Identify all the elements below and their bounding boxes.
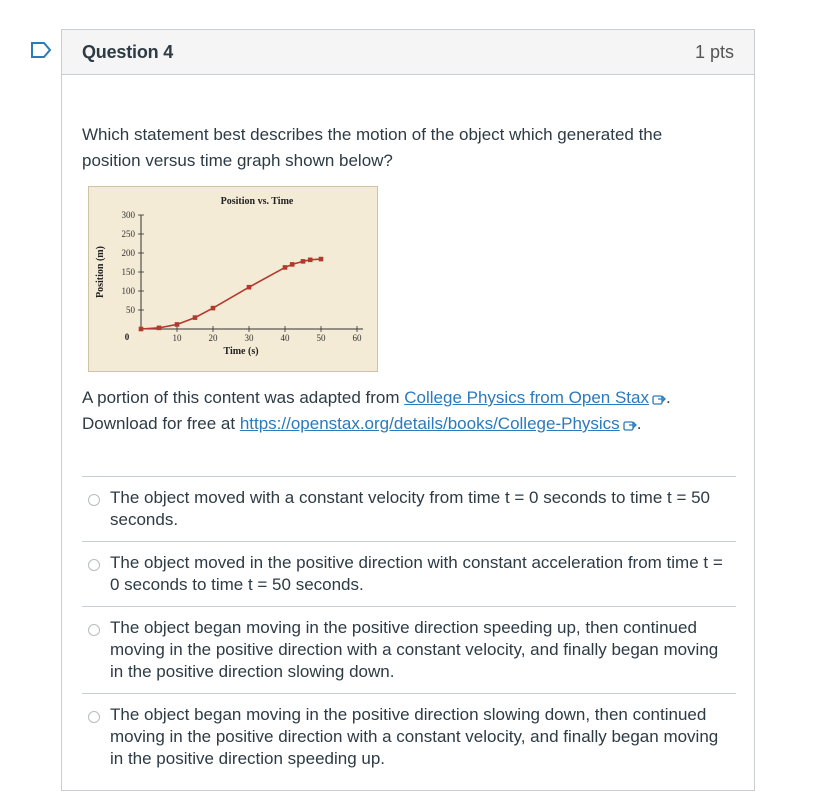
answer-list bbox=[82, 476, 736, 780]
y-tick-label: 50 bbox=[126, 305, 135, 315]
data-point bbox=[247, 285, 252, 290]
position-time-graph bbox=[88, 186, 378, 372]
data-point bbox=[139, 327, 144, 332]
answer-option[interactable] bbox=[82, 476, 736, 541]
data-point bbox=[211, 306, 216, 311]
question-title: Question 4 bbox=[82, 41, 174, 62]
answer-option[interactable] bbox=[82, 541, 736, 606]
answer-text: The object began moving in the positive direction slowing down, then continued moving in the positive direction with a constant velocity, and finally began moving in the positive direction speeding up. bbox=[110, 705, 719, 768]
answer-text: The object moved with a constant velocity from time t = 0 seconds to time t = 50 seconds. bbox=[110, 488, 711, 529]
data-point bbox=[157, 326, 162, 331]
external-link-icon bbox=[623, 419, 637, 431]
y-axis-label: Position (m) bbox=[95, 246, 106, 298]
download-prefix: Download for free at bbox=[82, 414, 240, 433]
answer-option[interactable] bbox=[82, 693, 736, 780]
series-line bbox=[141, 259, 321, 329]
openstax-url-link[interactable]: https://openstax.org/details/books/College-Physics bbox=[239, 414, 620, 433]
data-point bbox=[175, 322, 180, 327]
answer-radio[interactable] bbox=[88, 559, 100, 571]
x-axis-label: Time (s) bbox=[223, 346, 259, 357]
external-link-icon bbox=[652, 393, 666, 405]
answer-text: The object began moving in the positive direction speeding up, then continued moving in the positive direction with a constant velocity, and finally began moving in the positive direction slowing down. bbox=[110, 618, 719, 681]
answer-radio[interactable] bbox=[88, 494, 100, 506]
attribution-period-1: . bbox=[665, 388, 671, 407]
x-tick-label: 50 bbox=[316, 333, 326, 343]
question-header bbox=[62, 30, 754, 75]
data-point bbox=[290, 262, 295, 267]
x-tick-label: 20 bbox=[208, 333, 218, 343]
question-points: 1 pts bbox=[694, 41, 734, 62]
y-tick-label: 200 bbox=[121, 248, 135, 258]
bookmark-flag-icon[interactable] bbox=[31, 42, 51, 58]
x-tick-label: 40 bbox=[280, 333, 290, 343]
attribution-prefix: A portion of this content was adapted from bbox=[82, 388, 405, 407]
open-stax-link[interactable]: College Physics from Open Stax bbox=[404, 388, 649, 407]
origin-label: 0 bbox=[124, 332, 130, 342]
x-tick-label: 30 bbox=[244, 333, 254, 343]
answer-radio[interactable] bbox=[88, 711, 100, 723]
question-card bbox=[61, 29, 755, 791]
question-prompt: Which statement best describes the motion of the object which generated the position versus time graph shown below? bbox=[82, 125, 663, 170]
y-tick-label: 250 bbox=[121, 229, 135, 239]
chart-title: Position vs. Time bbox=[220, 196, 294, 207]
answer-radio[interactable] bbox=[88, 624, 100, 636]
attribution-period-2: . bbox=[636, 414, 642, 433]
data-point bbox=[319, 257, 324, 262]
answer-text: The object moved in the positive direction with constant acceleration from time t = 0 seconds to time t = 50 seconds. bbox=[110, 553, 723, 594]
y-tick-label: 150 bbox=[121, 267, 135, 277]
data-point bbox=[301, 259, 306, 264]
answer-option[interactable] bbox=[82, 606, 736, 693]
data-point bbox=[308, 258, 313, 263]
attribution bbox=[82, 385, 742, 437]
y-tick-label: 100 bbox=[121, 286, 135, 296]
x-tick-label: 60 bbox=[352, 333, 362, 343]
x-tick-label: 10 bbox=[172, 333, 182, 343]
data-point bbox=[283, 265, 288, 270]
data-point bbox=[193, 315, 198, 320]
y-tick-label: 300 bbox=[121, 210, 135, 220]
chart-svg bbox=[89, 187, 377, 371]
